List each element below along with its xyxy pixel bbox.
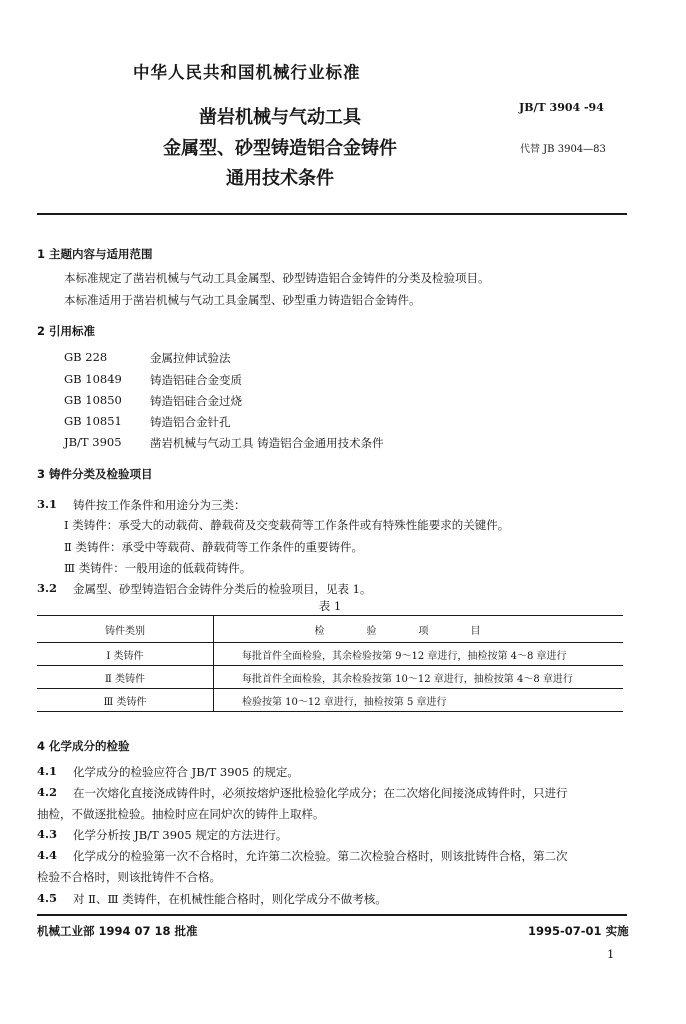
footer-rule xyxy=(37,914,627,916)
table-header-row xyxy=(37,616,623,643)
casting-class-item: Ⅲ 类铸件：一般用途的低载荷铸件。 xyxy=(64,561,252,575)
clause-4-1-text: 化学成分的检验应符合 JB/T 3905 的规定。 xyxy=(73,765,299,779)
table-cell-item: 检验按第 10～12 章进行，抽检按第 5 章进行 xyxy=(214,689,624,712)
section-4-heading: 4 化学成分的检验 xyxy=(37,739,130,753)
section-2-heading: 2 引用标准 xyxy=(37,324,96,338)
reference-title: 金属拉伸试验法 xyxy=(150,351,231,365)
document-title-line-1: 凿岩机械与气动工具 xyxy=(199,107,361,128)
table-header-item: 检验项目 xyxy=(214,616,624,643)
reference-title: 铸造铝硅合金变质 xyxy=(150,373,242,387)
section-1-paragraph-2: 本标准适用于凿岩机械与气动工具金属型、砂型重力铸造铝合金铸件。 xyxy=(64,293,421,307)
reference-title: 凿岩机械与气动工具 铸造铝合金通用技术条件 xyxy=(150,436,384,450)
reference-title: 铸造铝合金针孔 xyxy=(150,415,231,429)
reference-code: GB 10851 xyxy=(64,414,122,428)
section-1-paragraph-1: 本标准规定了凿岩机械与气动工具金属型、砂型铸造铝合金铸件的分类及检验项目。 xyxy=(64,271,490,285)
clause-number: 4.4 xyxy=(37,848,58,862)
effective-date: 1995-07-01 实施 xyxy=(528,924,629,938)
reference-code: GB 228 xyxy=(64,350,108,364)
reference-code: JB/T 3905 xyxy=(64,435,122,449)
header-rule xyxy=(37,213,627,215)
table-cell-item: 每批首件全面检验，其余检验按第 10～12 章进行，抽检按第 4～8 章进行 xyxy=(214,666,624,689)
clause-number: 4.5 xyxy=(37,891,58,905)
table-row xyxy=(37,643,623,666)
inspection-table xyxy=(37,615,623,712)
page-number: 1 xyxy=(607,947,615,961)
clause-number: 3.1 xyxy=(37,497,58,511)
table-cell-class: Ⅲ 类铸件 xyxy=(37,689,214,712)
clause-4-4-line-1: 化学成分的检验第一次不合格时，允许第二次检验。第二次检验合格时，则该批铸件合格，第二次 xyxy=(73,849,568,863)
clause-number: 4.1 xyxy=(37,764,58,778)
casting-class-item: Ⅰ 类铸件：承受大的动载荷、静载荷及交变载荷等工作条件或有特殊性能要求的关键件。 xyxy=(64,518,510,532)
section-1-heading: 1 主题内容与适用范围 xyxy=(37,247,153,261)
clause-4-2-line-1: 在一次熔化直接浇成铸件时，必须按熔炉逐批检验化学成分；在二次熔化间接浇成铸件时，只进行 xyxy=(73,786,568,800)
table-cell-class: Ⅱ 类铸件 xyxy=(37,666,214,689)
clause-3-2-text: 金属型、砂型铸造铝合金铸件分类后的检验项目，见表 1。 xyxy=(73,582,372,596)
casting-class-item: Ⅱ 类铸件：承受中等载荷、静载荷等工作条件的重要铸件。 xyxy=(64,540,363,554)
approval-date: 机械工业部 1994 07 18 批准 xyxy=(37,924,198,938)
clause-3-1-text: 铸件按工作条件和用途分为三类： xyxy=(73,498,246,512)
reference-title: 铸造铝硅合金过烧 xyxy=(150,394,242,408)
table-cell-item: 每批首件全面检验，其余检验按第 9～12 章进行，抽检按第 4～8 章进行 xyxy=(214,643,624,666)
document-title-line-3: 通用技术条件 xyxy=(226,168,334,189)
table-caption: 表 1 xyxy=(318,599,342,613)
section-3-heading: 3 铸件分类及检验项目 xyxy=(37,467,153,481)
table-cell-class: Ⅰ 类铸件 xyxy=(37,643,214,666)
clause-4-3-text: 化学分析按 JB/T 3905 规定的方法进行。 xyxy=(73,828,288,842)
standard-code: JB/T 3904 -94 xyxy=(519,101,604,114)
table-row xyxy=(37,666,623,689)
clause-4-5-text: 对 Ⅱ、Ⅲ 类铸件，在机械性能合格时，则化学成分不做考核。 xyxy=(73,892,387,906)
issuing-organization: 中华人民共和国机械行业标准 xyxy=(133,63,361,82)
document-title-line-2: 金属型、砂型铸造铝合金铸件 xyxy=(163,138,397,159)
clause-4-4-line-2: 检验不合格时，则该批铸件不合格。 xyxy=(37,870,221,884)
clause-4-2-line-2: 抽检，不做逐批检验。抽检时应在同炉次的铸件上取样。 xyxy=(37,807,325,821)
clause-number: 4.3 xyxy=(37,827,58,841)
clause-number: 4.2 xyxy=(37,785,58,799)
replaces-standard: 代替 JB 3904—83 xyxy=(520,144,606,155)
clause-number: 3.2 xyxy=(37,581,58,595)
table-header-class: 铸件类别 xyxy=(37,616,214,643)
table-row xyxy=(37,689,623,712)
reference-code: GB 10850 xyxy=(64,393,122,407)
reference-code: GB 10849 xyxy=(64,372,122,386)
